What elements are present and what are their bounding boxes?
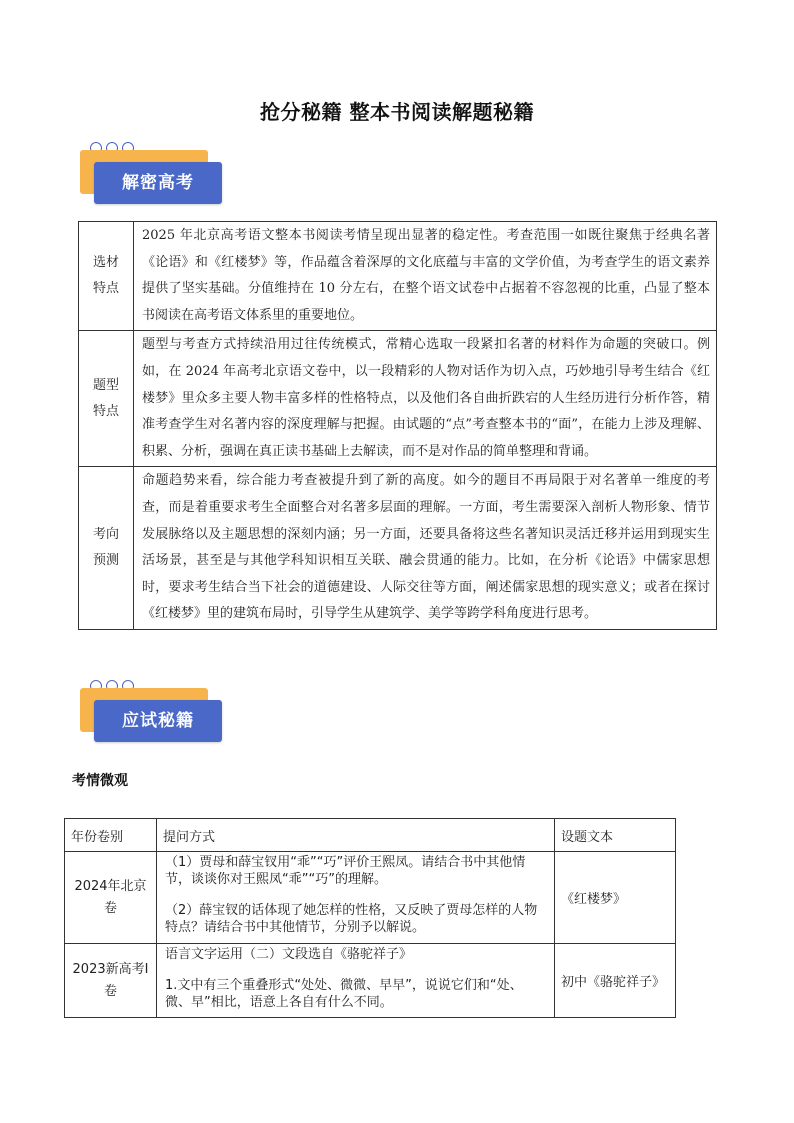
question-cell [157,944,555,1018]
table-row [79,331,717,467]
section-subheading: 考情微观 [72,773,128,789]
question-text: 语言文字运用（二）文段选自《骆驼祥子》 [165,947,413,962]
table-row [65,852,676,944]
table-row [79,222,717,331]
question-text: （2）薛宝钗的话体现了她怎样的性格，又反映了贾母怎样的人物特点？请结合书中其他情节，分别予以解说。 [165,903,538,935]
exam-questions-table [64,818,676,1018]
column-header: 提问方式 [157,819,555,852]
page-title: 抢分秘籍 整本书阅读解题秘籍 [260,100,534,124]
column-header: 年份卷别 [65,819,157,852]
section-banner-decrypt [80,142,224,208]
table-row [65,944,676,1018]
question-text: 1.文中有三个重叠形式“处处、微微、早早”，说说它们和“处、微、早”相比，语意上各自有什么不同。 [165,978,523,1010]
column-header: 设题文本 [555,819,676,852]
section-banner-strategy [80,680,224,746]
row-label-forecast: 考向 预测 [79,467,134,630]
source-text-cell: 初中《骆驼祥子》 [555,944,676,1018]
row-content-forecast: 命题趋势来看，综合能力考查被提升到了新的高度。如今的题目不再局限于对名著单一维度的考查，而是着重要求考生全面整合对名著多层面的理解。一方面，考生需要深入剖析人物形象、情节发展脉络以及主题思想的深刻内涵；另一方面，还要具备将这些名著知识灵活迁移并运用到现实生活场景，甚至是与其他学科知识相互关联、融会贯通的能力。比如，在分析《论语》中儒家思想时，要求考生结合当下社会的道德建设、人际交往等方面，阐述儒家思想的现实意义；或者在探讨《红楼梦》里的建筑布局时，引导学生从建筑学、美学等跨学科角度进行思考。 [134,467,717,630]
table-row [79,467,717,630]
table-header-row [65,819,676,852]
source-text-cell: 《红楼梦》 [555,852,676,944]
question-text: （1）贾母和薛宝钗用“乖”“巧”评价王熙凤。请结合书中其他情节，谈谈你对王熙凤“乖”“巧”的理解。 [165,855,526,887]
exam-analysis-table [78,221,717,630]
banner-label: 解密高考 [122,173,194,193]
banner-label: 应试秘籍 [122,711,194,731]
row-label-material: 选材 特点 [79,222,134,331]
row-label-question-type: 题型 特点 [79,331,134,467]
row-content-question-type: 题型与考查方式持续沿用过往传统模式，常精心选取一段紧扣名著的材料作为命题的突破口。例如，在 2024 年高考北京语文卷中，以一段精彩的人物对话作为切入点，巧妙地引导考生结合《红楼梦》里众多主要人物丰富多样的性格特点，以及他们各自曲折跌宕的人生经历进行分析作答，精准考查学生对名著内容的深度理解与把握。由试题的“点”考查整本书的“面”，在能力上涉及理解、积累、分析，强调在真正读书基础上去解读，而不是对作品的简单整理和背诵。 [134,331,717,467]
year-cell: 2023新高考Ⅰ卷 [65,944,157,1018]
row-content-material: 2025 年北京高考语文整本书阅读考情呈现出显著的稳定性。考查范围一如既往聚焦于经典名著《论语》和《红楼梦》等，作品蕴含着深厚的文化底蕴与丰富的文学价值，为考查学生的语文素养提供了坚实基础。分值维持在 10 分左右，在整个语文试卷中占据着不容忽视的比重，凸显了整本书阅读在高考语文体系里的重要地位。 [134,222,717,331]
year-cell: 2024年北京卷 [65,852,157,944]
question-cell [157,852,555,944]
